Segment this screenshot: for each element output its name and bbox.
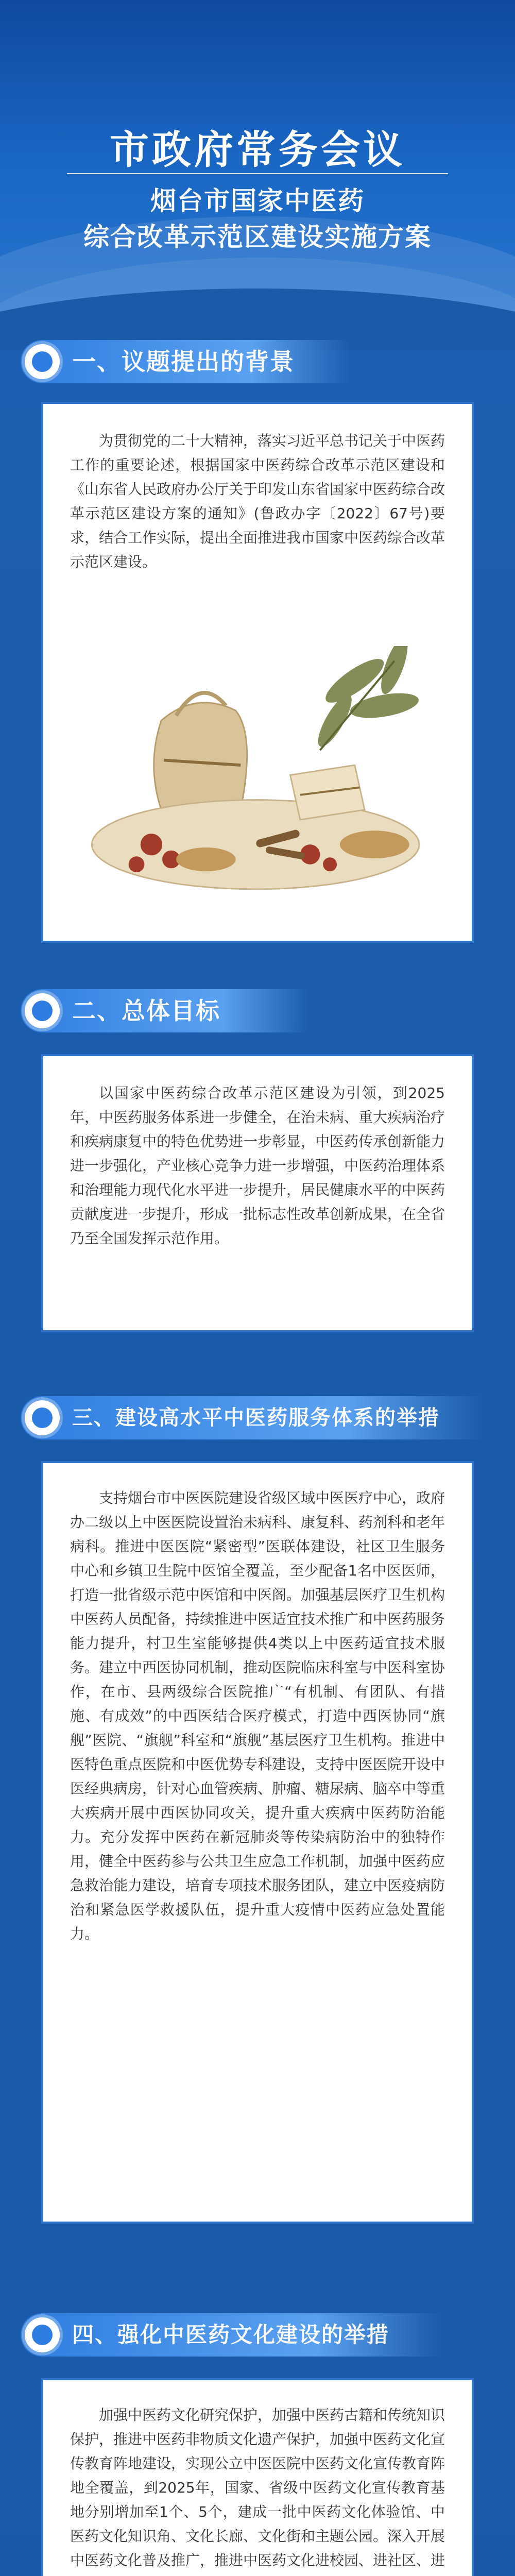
herbal-medicine-illustration bbox=[70, 646, 445, 924]
heading-bullet-icon bbox=[25, 2317, 60, 2352]
section-heading: 三、建设高水平中医药服务体系的举措 bbox=[72, 1405, 440, 1430]
section-card bbox=[41, 1054, 474, 1332]
heading-bullet-icon bbox=[25, 344, 60, 379]
page-subtitle-line2: 综合改革示范区建设实施方案 bbox=[83, 222, 432, 252]
section-card bbox=[41, 402, 474, 943]
header-banner bbox=[0, 0, 515, 350]
title-divider bbox=[67, 173, 448, 174]
section-card bbox=[41, 2378, 474, 2576]
section-paragraph: 支持烟台市中医医院建设省级区域中医医疗中心，政府办二级以上中医医院设置治未病科、康复科、药剂科和老年病科。推进中医医院“紧密型”医联体建设，社区卫生服务中心和乡镇卫生院中医馆全覆盖，至少配备1名中医医师，打造一批省级示范中医馆和中医阁。加强基层医疗卫生机构中医药人员配备，持续推进中医适宜技术推广和中医药服务能力提升，村卫生室能够提供4类以上中医药适宜技术服务。建立中西医协同机制，推动医院临床科室与中医科室协作，在市、县两级综合医院推广“有机制、有团队、有措施、有成效”的中西医结合医疗模式，打造中西医协同“旗舰”医院、“旗舰”科室和“旗舰”基层医疗卫生机构。推进中医特色重点医院和中医优势专科建设，支持中医医院开设中医经典病房，针对心血管疾病、肿瘤、糖尿病、脑卒中等重大疾病开展中西医协同攻关，提升重大疾病中医药防治能力。充分发挥中医药在新冠肺炎等传染病防治中的独特作用，健全中医药参与公共卫生应急工作机制，加强中医药应急救治能力建设，培育专项技术服务团队，建立中医疫病防治和紧急医学救援队伍，提升重大疫情中医药应急处置能力。 bbox=[70, 1489, 445, 1942]
heading-bullet-icon bbox=[25, 993, 60, 1028]
page-title: 市政府常务会议 bbox=[110, 127, 405, 173]
section-heading: 一、议题提出的背景 bbox=[72, 348, 295, 376]
section-paragraph: 以国家中医药综合改革示范区建设为引领，到2025年，中医药服务体系进一步健全，在治未病、重大疾病治疗和疾病康复中的特色优势进一步彰显，中医药传承创新能力进一步强化，产业核心竞争力进一步增强，中医药治理体系和治理能力现代化水平进一步提升，居民健康水平的中医药贡献度进一步提升，形成一批标志性改革创新成果，在全省乃至全国发挥示范作用。 bbox=[70, 1084, 445, 1247]
section-heading-bar bbox=[21, 340, 350, 383]
page-subtitle-line1: 烟台市国家中医药 bbox=[150, 186, 365, 216]
section-heading-bar bbox=[21, 1396, 484, 1439]
section-heading: 二、总体目标 bbox=[72, 997, 220, 1025]
section-paragraph: 加强中医药文化研究保护，加强中医药古籍和传统知识保护，推进中医药非物质文化遗产保护，加强中医药文化宣传教育阵地建设，实现公立中医医院中医药文化宣传教育阵地全覆盖，到2025年，国家、省级中医药文化宣传教育基地分别增加至1个、5个，建成一批中医药文化体验馆、中医药文化知识角、文化长廊、文化街和主题公园。深入开展中医药文化普及推广，推进中医药文化进校园、进社区、进 bbox=[70, 2406, 445, 2569]
heading-bullet-icon bbox=[25, 1400, 60, 1435]
section-heading: 四、强化中医药文化建设的举措 bbox=[72, 2322, 390, 2347]
section-paragraph: 为贯彻党的二十大精神，落实习近平总书记关于中医药工作的重要论述，根据国家中医药综合改革示范区建设和《山东省人民政府办公厅关于印发山东省国家中医药综合改革示范区建设方案的通知》(鲁政办字〔2022〕67号)要求，结合工作实际，提出全面推进我市国家中医药综合改革示范区建设。 bbox=[70, 432, 445, 570]
section-card bbox=[41, 1461, 474, 2224]
section-heading-bar bbox=[21, 2313, 443, 2357]
section-heading-bar bbox=[21, 989, 309, 1032]
